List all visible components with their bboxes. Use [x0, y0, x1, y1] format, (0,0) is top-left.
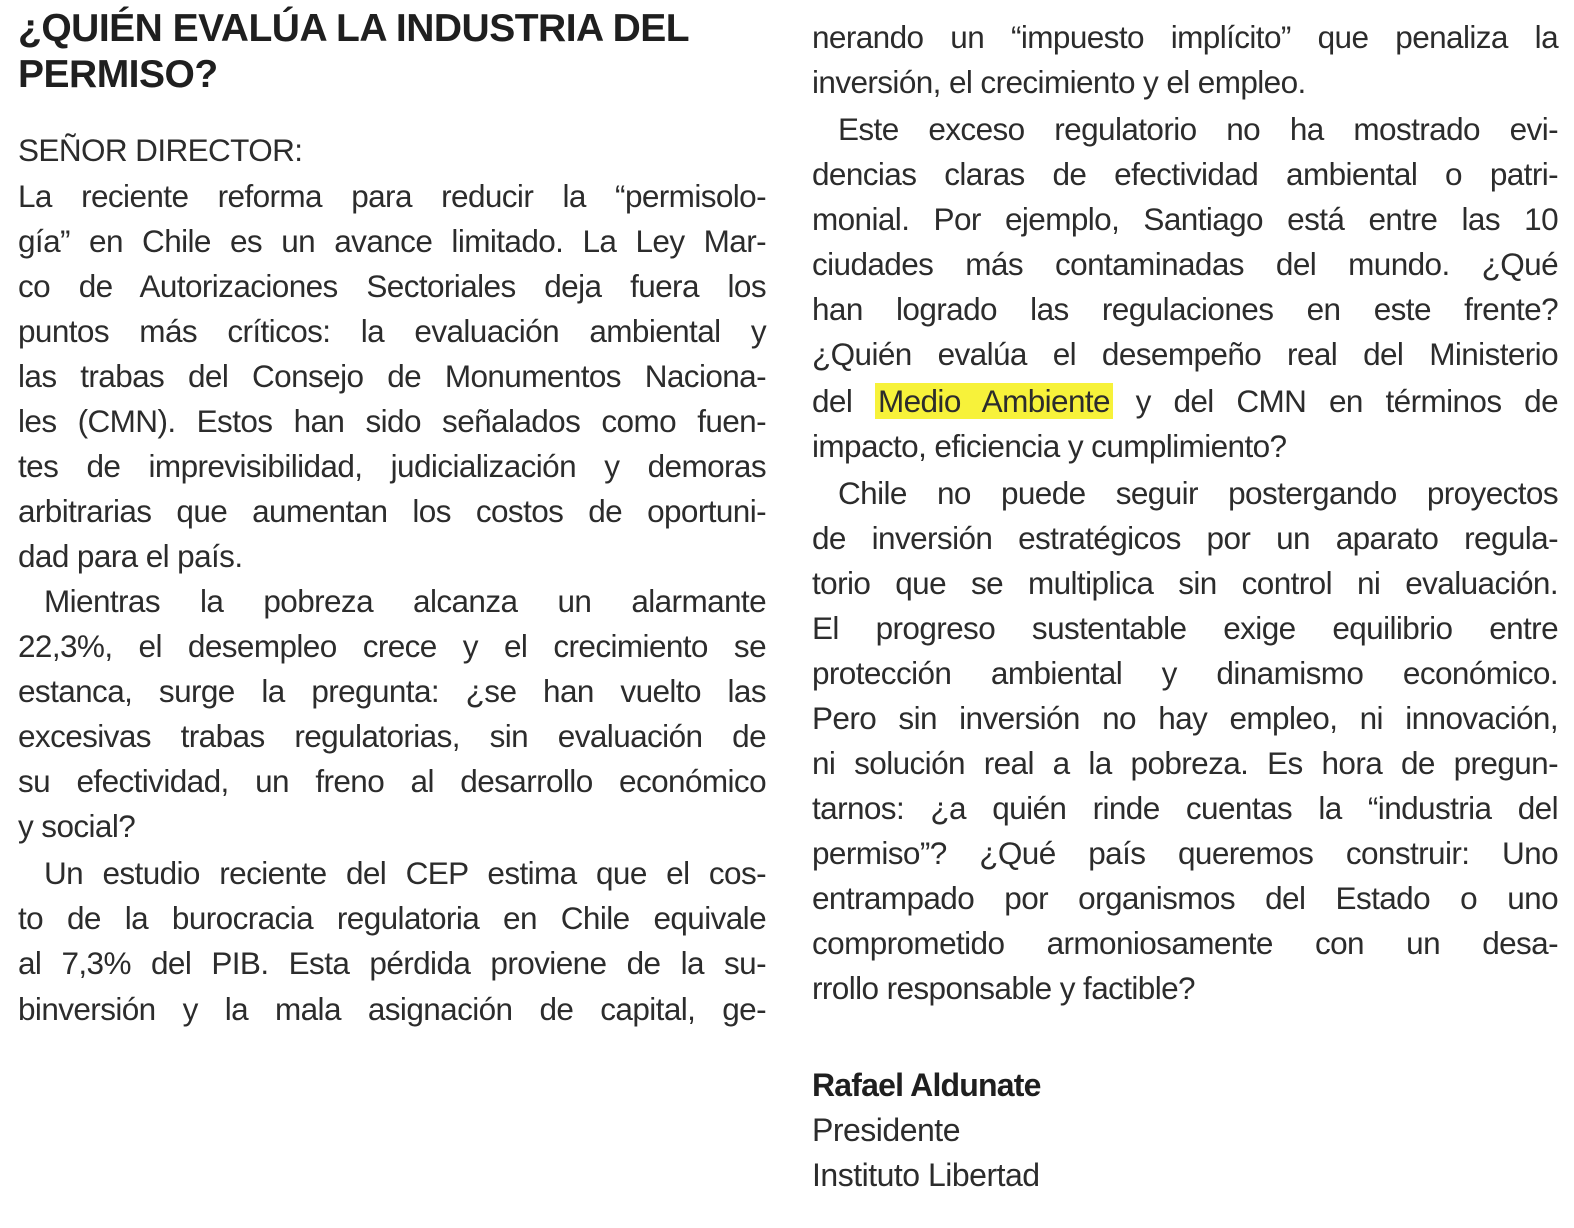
text-line: les (CMN). Estos han sido señalados como fuen- [18, 403, 766, 439]
text-line: permiso”? ¿Qué país queremos construir: Uno [812, 835, 1558, 871]
salutation: SEÑOR DIRECTOR: [18, 132, 303, 168]
text-line: to de la burocracia regulatoria en Chile equivale [18, 900, 766, 936]
text-line: y social? [18, 808, 136, 844]
text-line: tarnos: ¿a quién rinde cuentas la “industria del [812, 790, 1558, 826]
text-line: han logrado las regulaciones en este frente? [812, 291, 1558, 327]
signature-title: Presidente [812, 1112, 960, 1148]
text-line: dad para el país. [18, 538, 243, 574]
text-line: rrollo responsable y factible? [812, 970, 1195, 1006]
text-segment: y del CMN en términos de [1135, 383, 1559, 419]
headline: ¿QUIÉN EVALÚA LA INDUSTRIA DEL PERMISO? [18, 7, 689, 96]
text-line: torio que se multiplica sin control ni evaluación. [812, 565, 1558, 601]
text-line: inversión, el crecimiento y el empleo. [812, 64, 1306, 100]
text-line: al 7,3% del PIB. Esta pérdida proviene de la su- [18, 945, 766, 981]
text-line: Este exceso regulatorio no ha mostrado evi- [838, 111, 1558, 147]
text-line: Chile no puede seguir postergando proyectos [838, 475, 1558, 511]
text-line: Un estudio reciente del CEP estima que el cos- [44, 855, 766, 891]
text-line: binversión y la mala asignación de capital, ge- [18, 991, 766, 1027]
text-line: su efectividad, un freno al desarrollo económico [18, 763, 766, 799]
text-line: ni solución real a la pobreza. Es hora de pregun- [812, 745, 1558, 781]
signature-name: Rafael Aldunate [812, 1067, 1041, 1103]
text-line: co de Autorizaciones Sectoriales deja fuera los [18, 268, 766, 304]
text-line: El progreso sustentable exige equilibrio entre [812, 610, 1558, 646]
text-line: ¿Quién evalúa el desempeño real del Ministerio [812, 336, 1558, 372]
signature-organization: Instituto Libertad [812, 1157, 1040, 1193]
text-line: gía” en Chile es un avance limitado. La Ley Mar- [18, 223, 766, 259]
text-line: puntos más críticos: la evaluación ambiental y [18, 313, 766, 349]
text-line: La reciente reforma para reducir la “permisolo- [18, 178, 766, 214]
text-line: las trabas del Consejo de Monumentos Naciona- [18, 358, 766, 394]
highlighted-text: Medio Ambiente [875, 383, 1113, 419]
text-line: monial. Por ejemplo, Santiago está entre las 10 [812, 201, 1558, 237]
text-line: ciudades más contaminadas del mundo. ¿Qué [812, 246, 1558, 282]
text-line: impacto, eficiencia y cumplimiento? [812, 428, 1287, 464]
text-line: 22,3%, el desempleo crece y el crecimiento se [18, 628, 766, 664]
text-segment: del [812, 383, 853, 419]
text-line: dencias claras de efectividad ambiental o patri- [812, 156, 1558, 192]
text-line: nerando un “impuesto implícito” que penaliza la [812, 19, 1558, 55]
text-line: Pero sin inversión no hay empleo, ni innovación, [812, 700, 1558, 736]
text-line: comprometido armoniosamente con un desa- [812, 925, 1558, 961]
text-line-with-highlight [812, 378, 1558, 424]
text-line: arbitrarias que aumentan los costos de oportuni- [18, 493, 766, 529]
text-line: Mientras la pobreza alcanza un alarmante [44, 583, 766, 619]
text-line: protección ambiental y dinamismo económico. [812, 655, 1558, 691]
text-line: tes de imprevisibilidad, judicialización y demoras [18, 448, 766, 484]
text-line: excesivas trabas regulatorias, sin evaluación de [18, 718, 766, 754]
text-line: entrampado por organismos del Estado o uno [812, 880, 1558, 916]
text-line: de inversión estratégicos por un aparato regula- [812, 520, 1558, 556]
text-line: estanca, surge la pregunta: ¿se han vuelto las [18, 673, 766, 709]
